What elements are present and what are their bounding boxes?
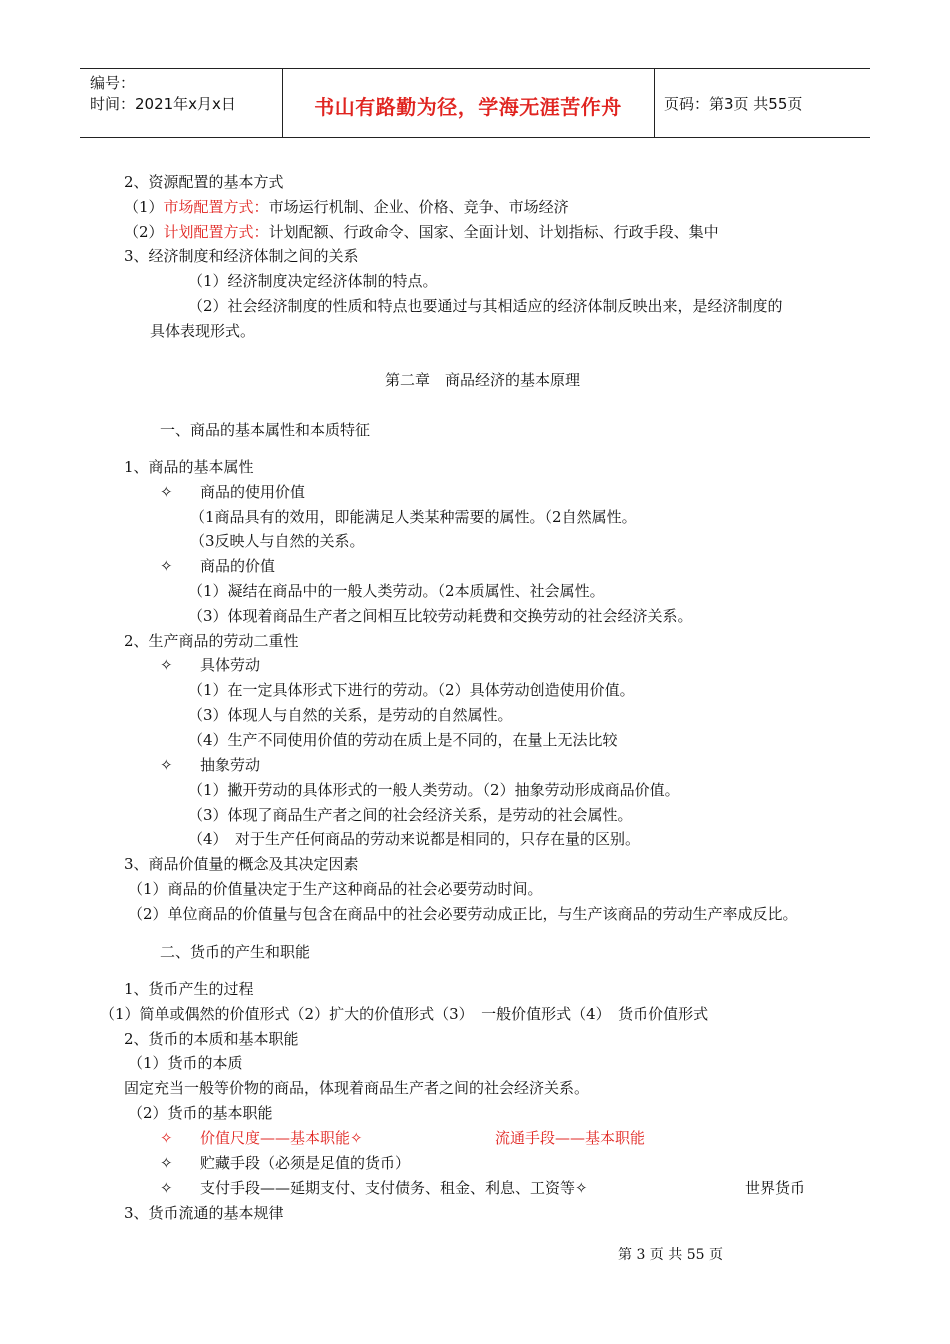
bullet-item <box>160 1153 410 1173</box>
header-page-number: 页码：第3页 共55页 <box>664 95 803 113</box>
text-line: （4）生产不同使用价值的劳动在质上是不同的，在量上无法比较 <box>188 731 618 749</box>
text-line: （1）简单或偶然的价值形式（2）扩大的价值形式（3） 一般价值形式（4） 货币价值形式 <box>100 1005 709 1023</box>
header-left-cell <box>80 69 283 137</box>
text-span: 价值尺度——基本职能✧ <box>200 1129 363 1147</box>
text-span: （1） <box>124 198 164 216</box>
text-line: 固定充当一般等价物的商品，体现着商品生产者之间的社会经济关系。 <box>124 1079 590 1097</box>
text-line: （3）体现人与自然的关系，是劳动的自然属性。 <box>188 706 513 724</box>
text-span: 计划配额、行政命令、国家、全面计划、计划指标、行政手段、集中 <box>268 223 719 241</box>
text-line: 3、经济制度和经济体制之间的关系 <box>124 247 359 265</box>
text-line: （1）经济制度决定经济体制的特点。 <box>188 272 438 290</box>
text-line: 流通手段——基本职能 <box>495 1129 646 1147</box>
header-motto: 书山有路勤为径，学海无涯苦作舟 <box>314 95 622 119</box>
diamond-bullet-icon: ✧ <box>160 1154 173 1172</box>
text-line: 世界货币 <box>745 1179 806 1197</box>
text-span: 具体劳动 <box>200 656 261 674</box>
time-label: 时间：2021年x月x日 <box>90 95 236 113</box>
text-line: （1）撇开劳动的具体形式的一般人类劳动。（2）抽象劳动形成商品价值。 <box>188 781 680 799</box>
page-header <box>80 68 870 138</box>
diamond-bullet-icon: ✧ <box>160 557 173 575</box>
highlight-term: 计划配置方式： <box>163 223 269 241</box>
text-line: 1、商品的基本属性 <box>124 458 254 476</box>
text-span: 支付手段——延期支付、支付债务、租金、利息、工资等✧ <box>200 1179 588 1197</box>
diamond-bullet-icon: ✧ <box>160 656 173 674</box>
text-line <box>124 222 719 242</box>
text-line: （3）体现着商品生产者之间相互比较劳动耗费和交换劳动的社会经济关系。 <box>188 607 693 625</box>
text-line: （1）货币的本质 <box>128 1054 243 1072</box>
section-heading: 一、商品的基本属性和本质特征 <box>160 421 371 439</box>
bullet-item <box>160 755 260 775</box>
text-line: 3、商品价值量的概念及其决定因素 <box>124 855 359 873</box>
text-line: 具体表现形式。 <box>150 322 256 340</box>
text-span: 市场运行机制、企业、价格、竞争、市场经济 <box>268 198 569 216</box>
bullet-item <box>160 482 305 502</box>
header-motto-cell <box>282 69 655 137</box>
text-line: （3）体现了商品生产者之间的社会经济关系，是劳动的社会属性。 <box>188 806 633 824</box>
text-line: 2、资源配置的基本方式 <box>124 173 284 191</box>
diamond-bullet-icon: ✧ <box>160 1129 173 1147</box>
text-line: （1）商品的价值量决定于生产这种商品的社会必要劳动时间。 <box>128 880 543 898</box>
diamond-bullet-icon: ✧ <box>160 1179 173 1197</box>
text-span: 商品的使用价值 <box>200 483 306 501</box>
text-line: （4） 对于生产任何商品的劳动来说都是相同的，只存在量的区别。 <box>188 830 641 848</box>
text-line: （2）货币的基本职能 <box>128 1104 273 1122</box>
diamond-bullet-icon: ✧ <box>160 483 173 501</box>
text-line: 2、生产商品的劳动二重性 <box>124 632 299 650</box>
text-line: 2、货币的本质和基本职能 <box>124 1030 299 1048</box>
text-span: 商品的价值 <box>200 557 276 575</box>
text-span: 贮藏手段（必须是足值的货币） <box>200 1154 411 1172</box>
text-line: （2）社会经济制度的性质和特点也要通过与其相适应的经济体制反映出来，是经济制度的 <box>188 297 783 315</box>
highlight-term: 市场配置方式： <box>163 198 269 216</box>
header-right-cell <box>654 69 870 137</box>
chapter-title: 第二章 商品经济的基本原理 <box>385 371 581 389</box>
text-span: （2） <box>124 223 164 241</box>
text-line: （2）单位商品的价值量与包含在商品中的社会必要劳动成正比，与生产该商品的劳动生产率成反比。 <box>128 905 798 923</box>
text-span: 抽象劳动 <box>200 756 261 774</box>
section-heading: 二、货币的产生和职能 <box>160 943 311 961</box>
bullet-item <box>160 556 275 576</box>
page-footer: 第 3 页 共 55 页 <box>618 1247 723 1263</box>
number-label: 编号： <box>90 74 136 92</box>
bullet-item <box>160 1178 588 1198</box>
text-line: （1）凝结在商品中的一般人类劳动。（2本质属性、社会属性。 <box>188 582 605 600</box>
text-line: （1商品具有的效用，即能满足人类某种需要的属性。（2自然属性。 <box>190 508 637 526</box>
text-line <box>124 197 569 217</box>
text-line: 3、货币流通的基本规律 <box>124 1204 284 1222</box>
bullet-item <box>160 655 260 675</box>
text-line: 1、货币产生的过程 <box>124 980 254 998</box>
text-line: （3反映人与自然的关系。 <box>190 532 365 550</box>
bullet-item <box>160 1128 363 1148</box>
diamond-bullet-icon: ✧ <box>160 756 173 774</box>
text-line: （1）在一定具体形式下进行的劳动。（2）具体劳动创造使用价值。 <box>188 681 635 699</box>
